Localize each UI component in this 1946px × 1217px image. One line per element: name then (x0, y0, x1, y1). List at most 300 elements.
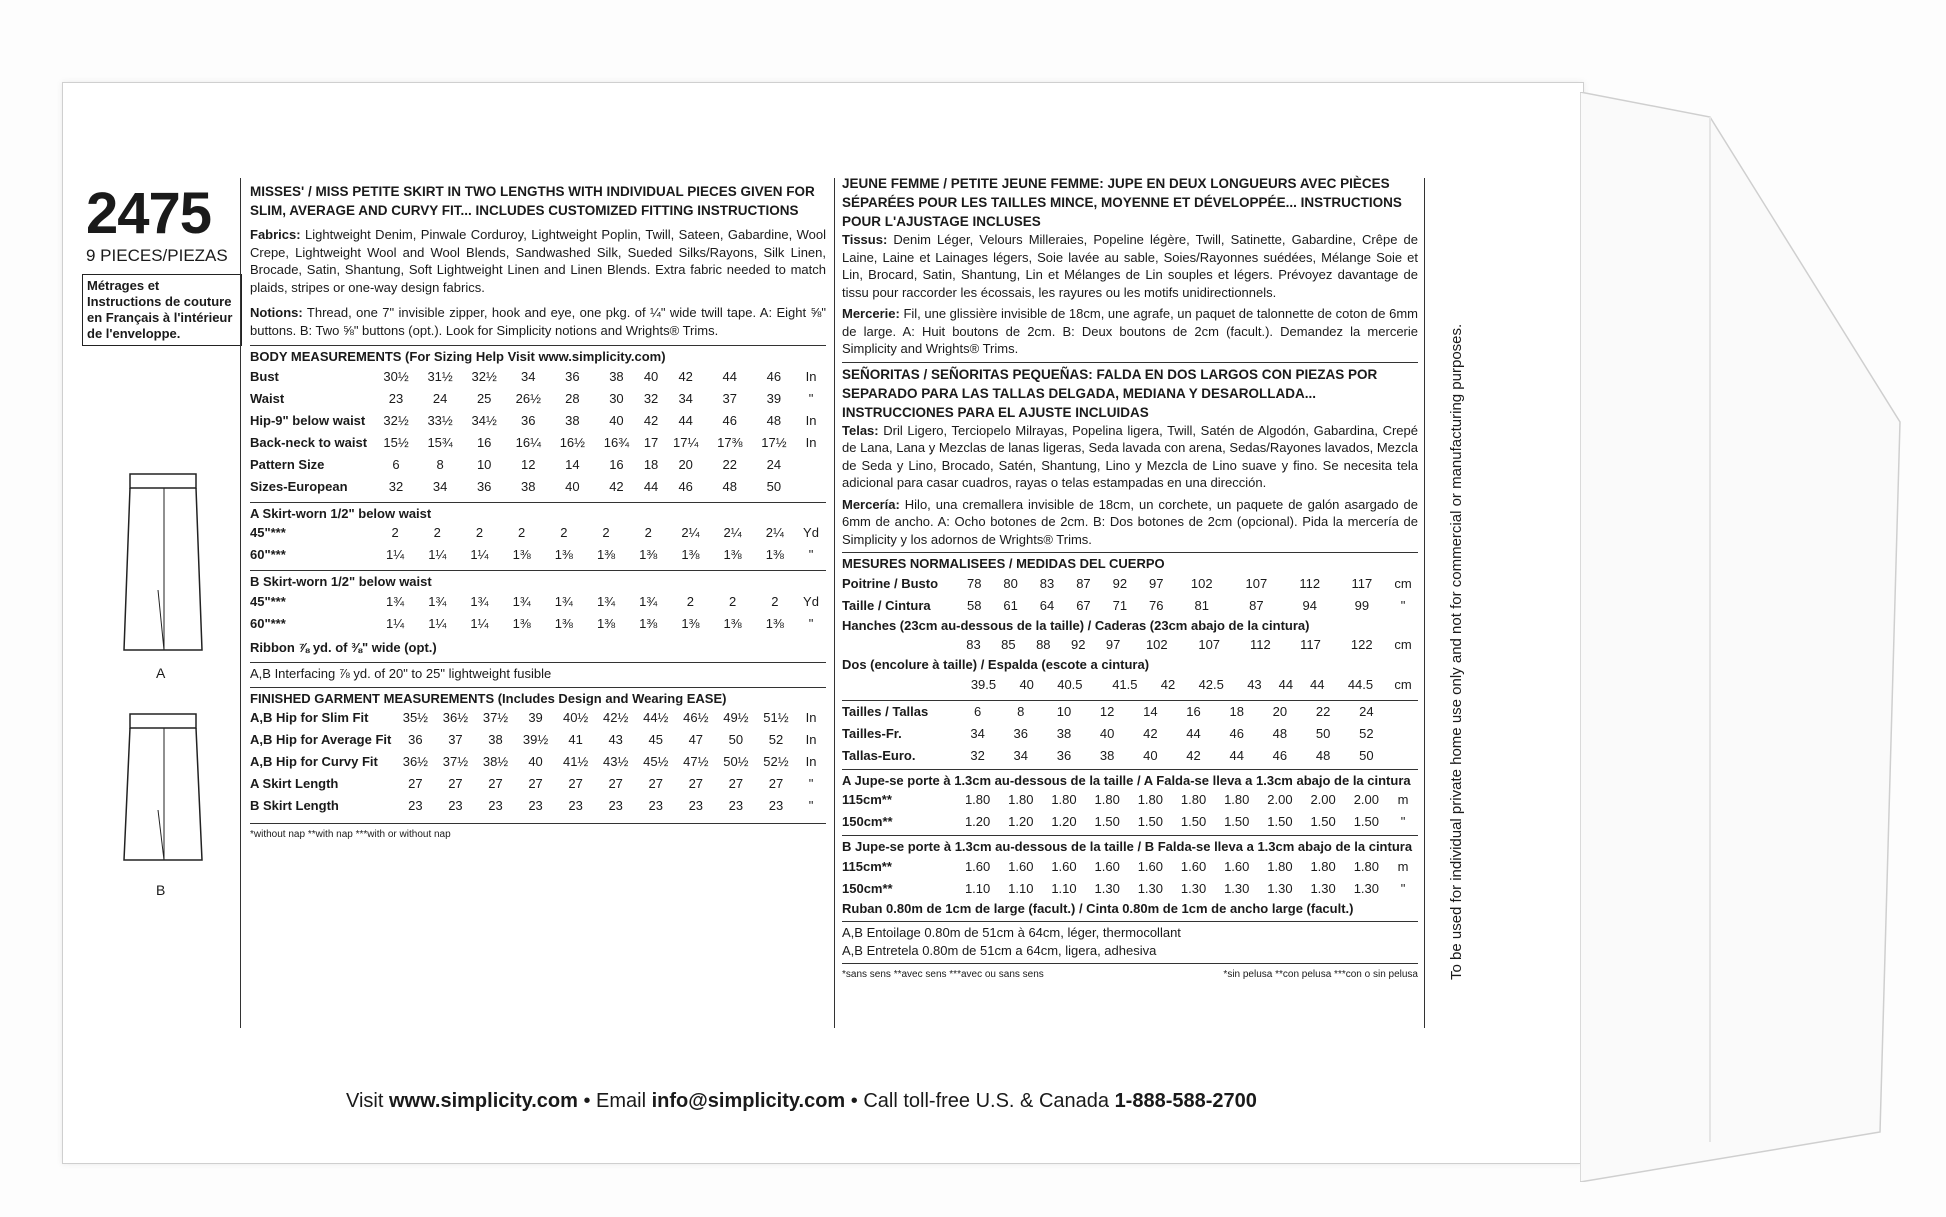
view-b-label: B (156, 882, 166, 898)
table-row (842, 674, 1418, 696)
table-cell: 41½ (562, 754, 589, 770)
table-cell: 45 (648, 732, 663, 748)
table-cell: 52 (768, 732, 784, 748)
table-cell: 39 (528, 710, 543, 726)
unit-cell (1388, 745, 1418, 767)
website-link[interactable]: www.simplicity.com (388, 1090, 578, 1112)
table-cell: 2 (433, 525, 441, 541)
table-cell: 49½ (723, 710, 749, 726)
table-cell: 97 (1149, 575, 1164, 591)
table-cell: 1¾ (596, 593, 616, 609)
finished-measurements-header: FINISHED GARMENT MEASUREMENTS (Includes Design and Wearing EASE) (250, 687, 826, 708)
table-cell: 51½ (763, 710, 789, 726)
a-yardage-table (250, 522, 826, 566)
table-cell: 1⅜ (512, 615, 531, 631)
spanish-title: SEÑORITAS / SEÑORITAS PEQUEÑAS: FALDA EN DOS LARGOS CON PIEZAS POR SEPARADO PARA LAS TALLAS DELGADA, MEDIANA Y DESAROLLADA... INSTRUCCIONES PARA EL AJUSTE INCLUIDAS (842, 362, 1418, 422)
table-cell: 34½ (471, 412, 497, 428)
table-cell: 1⅜ (765, 615, 784, 631)
unit-cell: " (1400, 814, 1406, 830)
table-cell: 23 (728, 798, 744, 814)
unit-cell (796, 476, 826, 498)
table-cell: 36½ (442, 710, 469, 726)
table-cell: 44 (1186, 725, 1201, 741)
table-cell: 1⅜ (681, 547, 700, 563)
table-cell: 50 (1315, 725, 1331, 741)
table-cell: 40 (1099, 725, 1115, 741)
unit-cell: " (1400, 880, 1406, 896)
table-cell: 1.20 (1051, 814, 1077, 830)
contact-line (346, 1090, 1257, 1113)
table-cell: 47 (688, 732, 704, 748)
table-cell: 87 (1249, 597, 1264, 613)
table-cell: 1.60 (1224, 858, 1250, 874)
table-cell: 1.60 (1094, 858, 1120, 874)
merceria-text: Hilo, una cremallera invisible de 18cm, un corchete, un paquete de galón asargado de 6mm de ancho. A: Ocho botones de 2cm. B: Dos botones de 2cm (opcional). Pida la mercería de Simplicity y los adornos de Wrights® Trims. (842, 496, 1418, 547)
table-cell: 40 (643, 368, 659, 384)
hanches-label: Hanches (23cm au-dessous de la taille) / Caderas (23cm abajo de la cintura) (842, 617, 1310, 633)
metric-body-table (842, 573, 1418, 617)
table-cell: 1⅜ (554, 615, 573, 631)
tissus-label: Tissus: (842, 232, 888, 247)
table-cell: 40.5 (1057, 676, 1083, 692)
unit-cell: " (808, 390, 814, 406)
table-cell: 23 (648, 798, 663, 814)
table-cell: 40 (609, 412, 624, 428)
table-cell: 6 (973, 703, 982, 719)
table-cell: 1.20 (964, 814, 991, 830)
table-cell: 76 (1149, 597, 1164, 613)
table-cell: 1.80 (1267, 858, 1293, 874)
table-cell: 35½ (402, 710, 429, 726)
email-link[interactable]: info@simplicity.com (651, 1090, 846, 1112)
table-cell: 18 (1229, 703, 1244, 719)
merceria-label: Mercería: (842, 496, 900, 512)
table-cell: 1.50 (1094, 814, 1120, 830)
table-cell: 1.60 (964, 858, 991, 874)
table-cell: 1.50 (1224, 814, 1250, 830)
table-cell: 42 (678, 368, 693, 384)
row-label: Pattern Size (250, 456, 325, 472)
view-a-drawing (118, 470, 208, 660)
table-cell: 102 (1145, 637, 1168, 653)
table-cell: 48 (766, 412, 782, 428)
table-cell: 87 (1076, 575, 1091, 591)
table-cell: 40 (565, 478, 580, 494)
row-label: B Skirt Length (250, 798, 339, 814)
table-cell: 17 (643, 434, 659, 450)
row-label: Tailles-Fr. (842, 725, 902, 741)
table-row (250, 613, 826, 635)
table-cell: 40 (528, 754, 543, 770)
table-cell: 46 (722, 412, 737, 428)
table-row (250, 773, 826, 795)
table-cell: 27 (568, 776, 583, 792)
table-cell: 14 (1143, 703, 1158, 719)
table-cell: 25 (476, 390, 492, 406)
table-cell: 42.5 (1198, 676, 1224, 692)
table-cell: 16¾ (603, 434, 630, 450)
table-cell: 61 (1003, 597, 1018, 613)
table-cell: 34 (970, 725, 985, 741)
table-cell: 22 (722, 456, 737, 472)
table-cell: 94 (1302, 597, 1317, 613)
table-row (250, 591, 826, 613)
unit-cell (1388, 700, 1418, 723)
table-cell: 40½ (562, 710, 589, 726)
table-cell: 97 (1105, 637, 1121, 653)
table-cell: 42 (1160, 676, 1176, 692)
french-spanish-column (842, 174, 1418, 984)
table-cell: 44 (643, 478, 659, 494)
unit-cell: " (808, 798, 814, 814)
table-cell: 67 (1076, 597, 1091, 613)
table-cell: 27 (448, 776, 463, 792)
table-cell: 92 (1070, 637, 1086, 653)
table-cell: 80 (1003, 575, 1018, 591)
table-row (250, 454, 826, 476)
table-cell: 122 (1350, 637, 1373, 653)
french-title: JEUNE FEMME / PETITE JEUNE FEMME: JUPE EN DEUX LONGUEURS AVEC PIÈCES SÉPARÉES POUR LES TAILLES MINCE, MOYENNE ET DÉVELOPPÉE... INSTRUCTIONS POUR L'AJUSTAGE INCLUSES (842, 176, 1402, 229)
table-cell: 36 (1013, 725, 1029, 741)
table-cell: 1.50 (1267, 814, 1293, 830)
table-cell: 20 (1272, 703, 1288, 719)
table-cell: 27 (768, 776, 784, 792)
entoilage-line: A,B Entoilage 0.80m de 51cm à 64cm, léger, thermocollant (842, 921, 1418, 942)
table-row (250, 432, 826, 454)
table-row (250, 476, 826, 498)
divider (834, 178, 835, 1028)
notions-label: Notions: (250, 305, 303, 320)
table-cell: 38 (521, 478, 536, 494)
body-measurements-table (250, 366, 826, 498)
table-cell: 23 (488, 798, 503, 814)
table-cell: 1.80 (1051, 792, 1077, 808)
table-cell: 2 (771, 593, 779, 609)
table-row (250, 544, 826, 566)
table-cell: 10 (1056, 703, 1072, 719)
table-cell: 12 (521, 456, 536, 472)
table-cell: 23 (768, 798, 784, 814)
table-cell: 34 (678, 390, 693, 406)
table-cell: 1.80 (1137, 792, 1163, 808)
table-row (250, 388, 826, 410)
unit-cell: " (1400, 597, 1406, 613)
metric-b-table (842, 856, 1418, 900)
table-cell: 44 (678, 412, 693, 428)
unit-cell (796, 454, 826, 476)
metric-back-row (842, 674, 1418, 696)
table-cell: 50 (1359, 747, 1374, 763)
table-cell: 52 (1359, 725, 1374, 741)
unit-cell: In (805, 412, 817, 428)
table-cell: 15¾ (427, 434, 453, 450)
row-label: 115cm** (842, 792, 892, 808)
table-cell: 42 (1143, 725, 1158, 741)
table-cell: 44½ (643, 710, 669, 726)
table-cell: 37 (448, 732, 463, 748)
piece-count: 9 PIECES/PIEZAS (86, 246, 228, 265)
table-cell: 26½ (515, 390, 541, 406)
table-cell: 37½ (482, 710, 509, 726)
table-cell: 44 (722, 368, 737, 384)
row-label: Tailles / Tallas (842, 703, 929, 719)
notions-text: Thread, one 7" invisible zipper, hook and eye, one pkg. of ¼" wide twill tape. A: Eight ⅝" buttons. B: Two ⅝" buttons (opt.). Look for Simplicity notions and Wrights® Trims. (250, 305, 826, 338)
row-label: A,B Hip for Slim Fit (250, 710, 369, 726)
table-cell: 1.60 (1008, 858, 1034, 874)
row-label: A Skirt Length (250, 776, 339, 792)
table-cell: 36½ (402, 754, 429, 770)
table-cell: 48 (1315, 747, 1331, 763)
table-cell: 16 (476, 434, 492, 450)
divider (1424, 178, 1425, 1028)
table-cell: 1.60 (1180, 858, 1207, 874)
table-cell: 81 (1194, 597, 1209, 613)
table-cell: 48 (1272, 725, 1288, 741)
table-row (842, 595, 1418, 617)
table-cell: 1⅜ (596, 547, 616, 563)
table-cell: 1⅜ (681, 615, 700, 631)
table-cell: 99 (1354, 597, 1370, 613)
table-cell: 16½ (559, 434, 585, 450)
row-label: 115cm** (842, 858, 892, 874)
table-cell: 32½ (471, 368, 497, 384)
unit-cell: " (808, 547, 814, 563)
table-cell: 36 (476, 478, 492, 494)
french-instructions-note: Métrages et Instructions de couture en Français à l'intérieur de l'enveloppe. (82, 274, 242, 346)
row-label: 150cm** (842, 880, 893, 896)
table-cell: 1.30 (1180, 880, 1207, 896)
table-row (842, 745, 1418, 767)
table-cell: 6 (392, 456, 400, 472)
table-cell: 34 (521, 368, 536, 384)
unit-cell: " (808, 615, 814, 631)
table-cell: 45½ (643, 754, 669, 770)
table-cell: 1¼ (386, 547, 405, 563)
table-cell: 43½ (603, 754, 629, 770)
table-cell: 31½ (427, 368, 453, 384)
table-cell: 38 (609, 368, 624, 384)
table-cell: 23 (408, 798, 423, 814)
table-cell: 27 (608, 776, 623, 792)
table-cell: 38 (488, 732, 503, 748)
unit-cell: In (805, 434, 817, 450)
row-label: Taille / Cintura (842, 597, 931, 613)
metric-header: MESURES NORMALISEES / MEDIDAS DEL CUERPO (842, 552, 1418, 573)
table-cell: 1.80 (1094, 792, 1120, 808)
a-skirt-header: A Skirt-worn 1/2" below waist (250, 502, 826, 523)
table-cell: 42 (1186, 747, 1201, 763)
table-cell: 1.30 (1094, 880, 1120, 896)
table-row (842, 634, 1418, 656)
table-cell: 32 (388, 478, 404, 494)
b-skirt-header: B Skirt-worn 1/2" below waist (250, 570, 826, 591)
table-cell: 38 (1056, 725, 1072, 741)
entretela-line: A,B Entretela 0.80m de 51cm a 64cm, ligera, adhesiva (842, 942, 1157, 958)
row-label: A,B Hip for Average Fit (250, 732, 392, 748)
table-cell: 1.80 (1353, 858, 1379, 874)
interfacing-line: A,B Interfacing ⅞ yd. of 20" to 25" lightweight fusible (250, 662, 826, 683)
english-column (250, 182, 826, 844)
table-cell: 1.10 (1008, 880, 1034, 896)
table-cell: 42 (609, 478, 624, 494)
table-cell: 12 (1099, 703, 1115, 719)
table-row (842, 723, 1418, 745)
table-cell: 34 (432, 478, 448, 494)
visit-label: Visit (346, 1090, 389, 1112)
table-cell: 14 (565, 456, 580, 472)
table-cell: 42 (643, 412, 659, 428)
table-cell: 52½ (763, 754, 789, 770)
table-cell: 16 (1186, 703, 1201, 719)
table-cell: 1.80 (1224, 792, 1250, 808)
unit-cell: Yd (803, 593, 819, 609)
table-cell: 30 (609, 390, 624, 406)
ruban-line: Ruban 0.80m de 1cm de large (facult.) / Cinta 0.80m de 1cm de ancho large (facult.) (842, 900, 1354, 916)
table-cell: 1¾ (639, 593, 658, 609)
table-cell: 78 (966, 575, 982, 591)
table-cell: 1.60 (1137, 858, 1163, 874)
table-cell: 1⅜ (512, 547, 531, 563)
table-row (250, 522, 826, 544)
table-cell: 15½ (383, 434, 409, 450)
table-cell: 2 (602, 525, 610, 541)
table-cell: 36 (521, 412, 536, 428)
french-footnote: *sans sens **avec sens ***avec ou sans sens (842, 969, 1044, 980)
table-cell: 43 (1247, 676, 1262, 692)
unit-cell: m (1397, 792, 1409, 808)
telas-text: Dril Ligero, Terciopelo Milrayas, Popelina ligera, Twill, Satén de Algodón, Gabardina, Crepé de Lana, Lana y Mezclas de lanas ligeras, Seda lavada con arena, Sedas/Rayones lavados, Mezcla de Seda y Lino, Brocado, Satén, Shantung, Lino y Mezcla de Lino suave y fino. Se necesita tela adicional para casar cuadros, rayas o telas estampadas en una dirección. (842, 422, 1418, 490)
table-cell: 107 (1245, 575, 1268, 591)
table-row (842, 789, 1418, 811)
table-cell: 28 (565, 390, 580, 406)
table-cell: 17¼ (673, 434, 699, 450)
table-cell: 46 (1272, 747, 1288, 763)
table-cell: 1.30 (1224, 880, 1250, 896)
row-label: Bust (250, 368, 279, 384)
table-cell: 112 (1299, 575, 1321, 591)
table-cell: 1.80 (964, 792, 991, 808)
table-row (250, 366, 826, 388)
table-cell: 112 (1250, 637, 1271, 653)
pattern-number: 2475 (86, 181, 212, 246)
table-cell: 1¾ (428, 593, 447, 609)
b-yardage-table (250, 591, 826, 635)
table-cell: 17⅜ (717, 434, 743, 450)
row-label: 45"*** (250, 525, 286, 541)
table-cell: 27 (528, 776, 543, 792)
row-label: Poitrine / Busto (842, 575, 939, 591)
table-cell: 1⅜ (723, 615, 742, 631)
table-cell: 2 (560, 525, 568, 541)
table-cell: 27 (488, 776, 503, 792)
table-cell: 83 (966, 637, 981, 653)
table-cell: 8 (436, 456, 444, 472)
mercerie-label: Mercerie: (842, 306, 900, 321)
row-label: 60"*** (250, 615, 286, 631)
table-cell: 36 (1056, 747, 1072, 763)
row-label (842, 674, 956, 696)
table-row (842, 856, 1418, 878)
phone-number: 1-888-588-2700 (1114, 1090, 1257, 1112)
table-cell: 50 (728, 732, 744, 748)
metric-hip-row (842, 634, 1418, 656)
view-b-drawing (118, 710, 208, 870)
divider (240, 178, 241, 1028)
table-cell: 1.60 (1051, 858, 1077, 874)
table-row (250, 729, 826, 751)
table-cell: 46 (678, 478, 693, 494)
table-cell: 1.10 (1051, 880, 1077, 896)
table-row (842, 573, 1418, 595)
table-cell: 10 (476, 456, 492, 472)
ribbon-line: Ribbon ⅞ yd. of ⅜" wide (opt.) (250, 639, 437, 655)
table-cell: 1.80 (1310, 858, 1336, 874)
table-cell: 107 (1198, 637, 1221, 653)
email-label: • Email (577, 1090, 652, 1112)
table-cell: 43 (608, 732, 623, 748)
metric-sizes-table (842, 700, 1418, 767)
table-cell: 1.30 (1137, 880, 1163, 896)
table-cell: 42½ (603, 710, 629, 726)
table-cell: 16¼ (515, 434, 541, 450)
table-cell: 1⅜ (596, 615, 616, 631)
unit-cell: In (805, 368, 817, 384)
table-cell: 44 (1229, 747, 1244, 763)
tissus-text: Denim Léger, Velours Milleraies, Popeline légère, Twill, Satinette, Gabardine, Crêpe de Laine, Laine et Lainages légers, Soie lavée au sable, Soies/Rayonnes suédées, Mélange Soie et Lin, Brocard, Satin, Shantung, Lin et Mélanges de Lin souples et légers. Prévoyez davantage de tissu pour raccorder les écossais, les rayures ou les motifs unidirectionnels. (842, 232, 1418, 300)
table-cell: 38 (1099, 747, 1115, 763)
table-cell: 1¼ (428, 615, 447, 631)
table-cell: 1.10 (964, 880, 991, 896)
table-cell: 1.30 (1310, 880, 1336, 896)
table-cell: 1.50 (1180, 814, 1207, 830)
row-label: 60"*** (250, 547, 286, 563)
row-label: 45"*** (250, 593, 286, 609)
table-cell: 20 (678, 456, 693, 472)
table-cell: 17½ (761, 434, 787, 450)
table-cell: 40 (1019, 676, 1034, 692)
spanish-footnote: *sin pelusa **con pelusa ***con o sin pelusa (1223, 969, 1418, 980)
table-cell: 1⅜ (639, 615, 658, 631)
table-cell: 2 (475, 525, 484, 541)
table-row (842, 811, 1418, 833)
table-cell: 23 (568, 798, 583, 814)
table-cell: 44.5 (1347, 676, 1374, 692)
body-measurements-header: BODY MEASUREMENTS (For Sizing Help Visit www.simplicity.com) (250, 345, 826, 366)
table-cell: 39 (766, 390, 782, 406)
table-cell: 32 (970, 747, 985, 763)
table-cell: 58 (966, 597, 982, 613)
row-label: 150cm** (842, 814, 893, 830)
row-label: Waist (250, 390, 285, 406)
table-cell: 23 (688, 798, 704, 814)
row-label: A,B Hip for Curvy Fit (250, 754, 378, 770)
table-cell: 2 (518, 525, 526, 541)
table-cell: 50½ (723, 754, 749, 770)
table-cell: 1⅜ (765, 547, 784, 563)
dos-label: Dos (encolure à taille) / Espalda (escote a cintura) (842, 657, 1150, 672)
table-cell: 1¾ (386, 593, 405, 609)
table-cell: 32 (643, 390, 659, 406)
metric-b-header: B Jupe-se porte à 1.3cm au-dessous de la taille / B Falda-se lleva a 1.3cm abajo de la cintura (842, 835, 1418, 856)
table-cell: 24 (1359, 703, 1374, 719)
table-cell: 2¼ (681, 525, 700, 541)
table-cell: 47½ (683, 754, 709, 770)
envelope-flap (1580, 92, 1910, 1182)
table-cell: 39.5 (970, 676, 997, 692)
table-cell: 38 (565, 412, 580, 428)
table-cell: 1¾ (554, 593, 573, 609)
table-cell: 37½ (442, 754, 469, 770)
